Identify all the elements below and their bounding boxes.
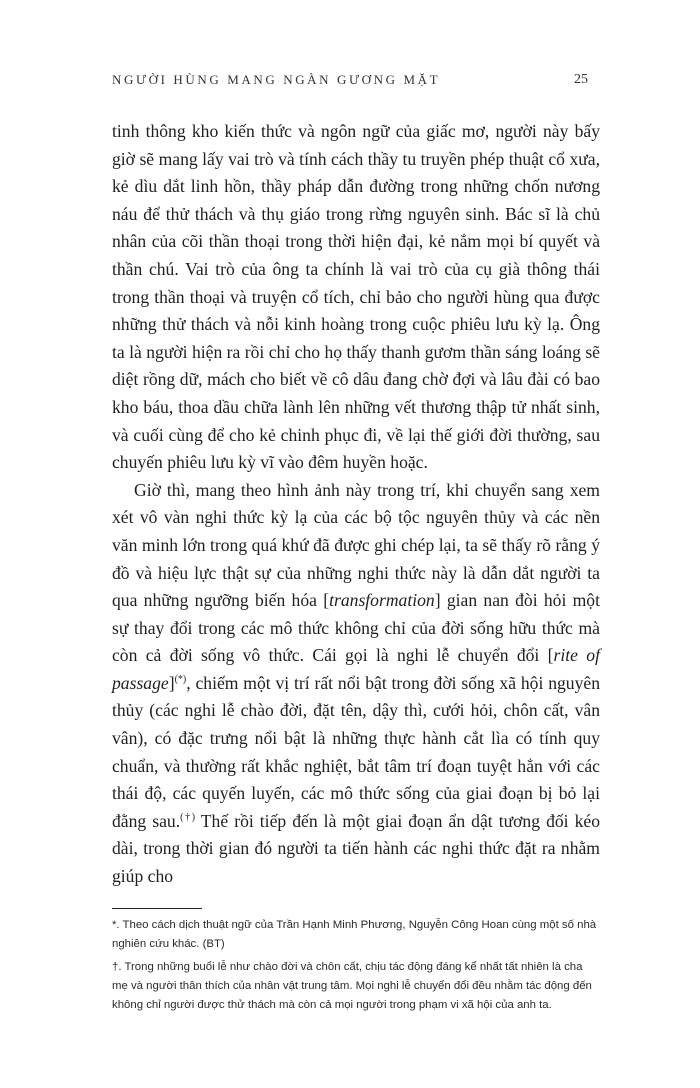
body-text xyxy=(112,118,600,891)
footnote-marker-dagger: (†) xyxy=(180,811,196,823)
paragraph-2 xyxy=(112,477,600,891)
paragraph-2-text-c: ] xyxy=(168,672,175,693)
page-number: 25 xyxy=(574,72,588,87)
paragraph-2-text-b: ] gian nan đòi hỏi một sự thay đổi trong các mô thức không chỉ của đời sống hữu thức mà còn cả đời sống vô thức. Cái gọi là nghi lễ chuyển đổi [ xyxy=(112,590,600,666)
footnotes xyxy=(112,916,600,1019)
running-title: NGƯỜI HÙNG MANG NGÀN GƯƠNG MẶT xyxy=(112,72,441,87)
footnote-asterisk: *. Theo cách dịch thuật ngữ của Trần Hạnh Minh Phương, Nguyễn Công Hoan cùng một số nhà nghiên cứu khác. (BT) xyxy=(112,919,597,950)
term-transformation: transformation xyxy=(329,590,435,611)
footnote-divider xyxy=(112,908,202,909)
paragraph-2-text-a: Giờ thì, mang theo hình ảnh này trong trí, khi chuyển sang xem xét vô vàn nghi thức kỳ lạ của các bộ tộc nguyên thủy và các nền văn minh lớn trong quá khứ đã được ghi chép lại, ta sẽ thấy rõ rằng ý đồ và hiệu lực thật sự của những nghi thức này là dẫn dắt người ta qua những ngưỡng biến hóa [ xyxy=(112,479,600,611)
footnote-dagger: †. Trong những buổi lễ như chào đời và chôn cất, chịu tác động đáng kể nhất tất nhiên là cha mẹ và người thân thích của nhân vật trung tâm. Mọi nghi lễ chuyển đổi đều nhằm tác động đến không chỉ người được thử thách mà còn cả mọi người trong phạm vi xã hội của anh ta. xyxy=(112,961,592,1011)
running-header xyxy=(112,72,588,92)
paragraph-2-text-e: Thế rồi tiếp đến là một giai đoạn ẩn dật tương đối kéo dài, trong thời gian đó người ta tiến hành các nghi thức đặt ra nhằm giúp cho xyxy=(112,810,601,887)
term-rite-of-passage: rite of passage xyxy=(112,645,600,693)
paragraph-1: tinh thông kho kiến thức và ngôn ngữ của giấc mơ, người này bấy giờ sẽ mang lấy vai trò và tính cách thầy tu truyền phép thuật cổ xưa, kẻ dìu dắt linh hồn, thầy pháp dẫn đường trong những chốn nương náu để thử thách và thụ giáo trong rừng nguyên sinh. Bác sĩ là chủ nhân của cõi thần thoại trong thời hiện đại, kẻ nắm mọi bí quyết và thần chú. Vai trò của ông ta chính là vai trò của cụ già thông thái trong thần thoại và truyện cổ tích, chỉ bảo cho người hùng qua được những thử thách và nỗi kinh hoàng trong cuộc phiêu lưu kỳ lạ. Ông ta là người hiện ra rồi chỉ cho họ thấy thanh gươm thần sáng loáng sẽ diệt rồng dữ, mách cho biết về cô dâu đang chờ đợi và lâu đài có bao kho báu, thoa dầu chữa lành lên những vết thương thập tử nhất sinh, và cuối cùng để cho kẻ chinh phục đi, về lại thế giới đời thường, sau chuyến phiêu lưu kỳ vĩ vào đêm huyền hoặc. xyxy=(112,121,600,473)
paragraph-2-text-d: , chiếm một vị trí rất nổi bật trong đời sống xã hội nguyên thủy (các nghi lễ chào đời, đặt tên, dậy thì, cưới hỏi, chôn cất, vân vân), có đặc trưng nổi bật là những thực hành cắt lìa có tính quy chuẩn, và thường rất khắc nghiệt, bắt tâm trí đoạn tuyệt hẳn với các thái độ, các quyến luyến, các mô thức sống của giai đoạn bị bỏ lại đằng sau. xyxy=(112,672,600,831)
footnote-marker-asterisk: (*) xyxy=(174,674,187,686)
